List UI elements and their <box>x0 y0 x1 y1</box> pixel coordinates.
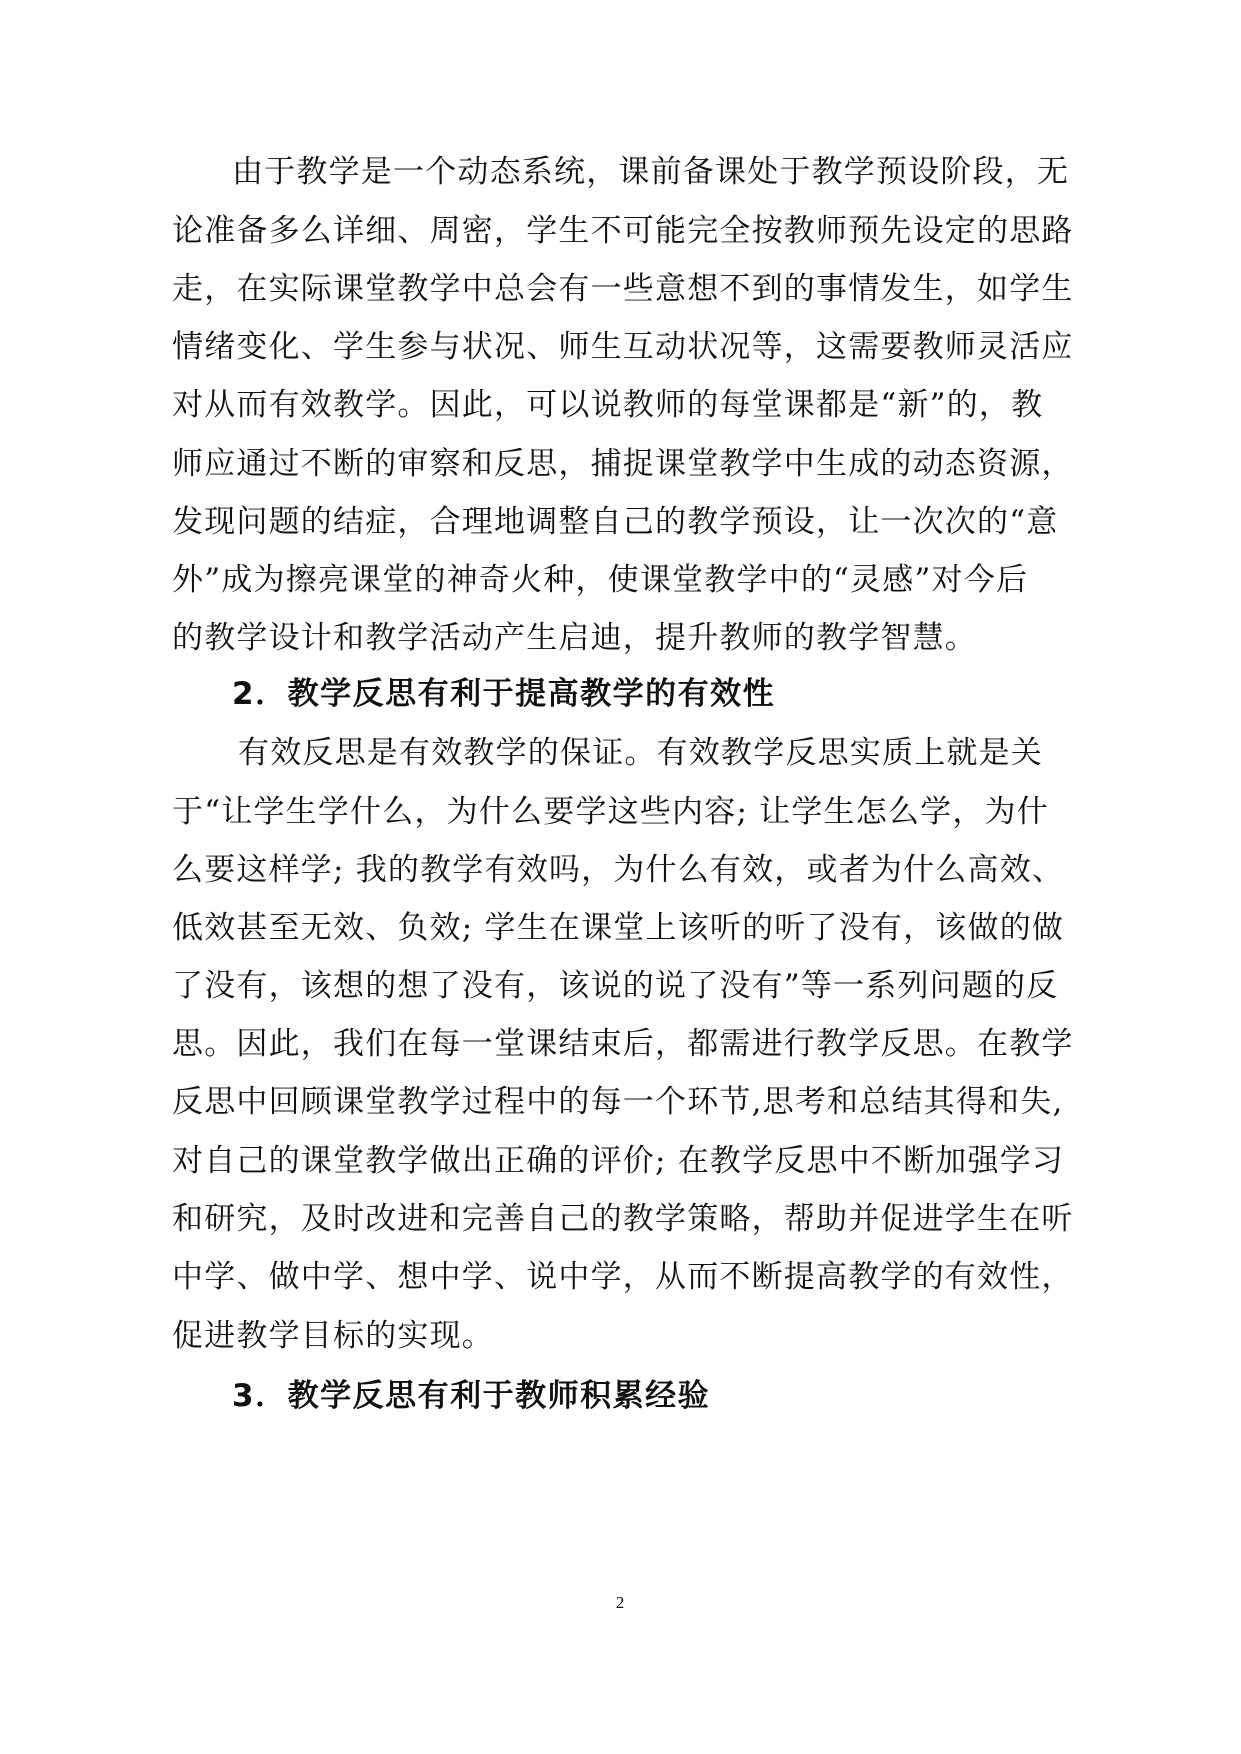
paragraph-2-line-6: 思。因此，我们在每一堂课结束后，都需进行教学反思。在教学 <box>172 1026 1074 1062</box>
paragraph-1-line-8: 外”成为擦亮课堂的神奇火种，使课堂教学中的“灵感”对今后 <box>172 562 1029 598</box>
page-number: 2 <box>615 1593 625 1612</box>
paragraph-2-line-5: 了没有，该想的想了没有，该说的说了没有”等一系列问题的反 <box>172 968 1059 1004</box>
paragraph-1-line-1: 由于教学是一个动态系统，课前备课处于教学预设阶段，无 <box>232 154 1070 190</box>
paragraph-2-line-3: 么要这样学; 我的教学有效吗，为什么有效，或者为什么高效、 <box>172 852 1065 888</box>
paragraph-1-line-4: 情绪变化、学生参与状况、师生互动状况等，这需要教师灵活应 <box>172 329 1074 365</box>
paragraph-1-line-2: 论准备多么详细、周密，学生不可能完全按教师预先设定的思路 <box>172 213 1074 249</box>
paragraph-2-line-2: 于“让学生学什么，为什么要学这些内容; 让学生怎么学，为什 <box>172 794 1049 830</box>
paragraph-1-line-3: 走，在实际课堂教学中总会有一些意想不到的事情发生，如学生 <box>172 271 1074 307</box>
paragraph-2-line-10: 中学、做中学、想中学、说中学，从而不断提高教学的有效性， <box>172 1259 1074 1295</box>
section-heading-3: 3．教学反思有利于教师积累经验 <box>232 1378 711 1414</box>
paragraph-1-line-9: 的教学设计和教学活动产生启迪，提升教师的教学智慧。 <box>172 620 977 656</box>
paragraph-1-line-6: 师应通过不断的审察和反思，捕捉课堂教学中生成的动态资源， <box>172 446 1074 482</box>
paragraph-2-line-7: 反思中回顾课堂教学过程中的每一个环节,思考和总结其得和失, <box>172 1084 1064 1120</box>
paragraph-1-line-7: 发现问题的结症，合理地调整自己的教学预设，让一次次的“意 <box>172 504 1059 540</box>
paragraph-2-line-4: 低效甚至无效、负效; 学生在课堂上该听的听了没有，该做的做 <box>172 910 1065 946</box>
paragraph-2-line-9: 和研究，及时改进和完善自己的教学策略，帮助并促进学生在听 <box>172 1201 1074 1237</box>
paragraph-2-line-1: 有效反思是有效教学的保证。有效教学反思实质上就是关 <box>238 735 1043 771</box>
paragraph-1-line-5: 对从而有效教学。因此，可以说教师的每堂课都是“新”的，教 <box>172 387 1044 423</box>
paragraph-2-line-8: 对自己的课堂教学做出正确的评价; 在教学反思中不断加强学习 <box>172 1143 1065 1179</box>
section-heading-2: 2．教学反思有利于提高教学的有效性 <box>232 676 776 712</box>
paragraph-2-line-11: 促进教学目标的实现。 <box>172 1318 494 1354</box>
